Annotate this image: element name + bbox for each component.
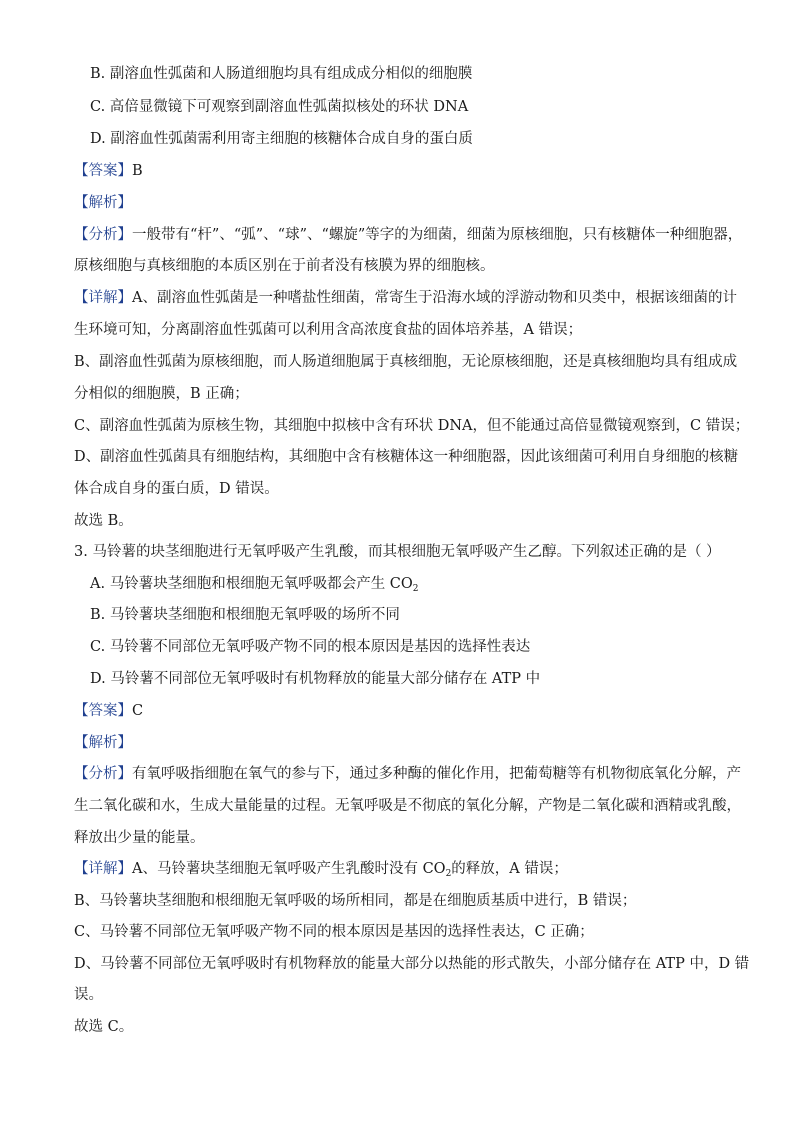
q2-xiangjie-d-line-2: 体合成自身的蛋白质，D 错误。: [74, 481, 279, 497]
answer-label: 【答案】: [74, 703, 132, 719]
q3-xiangjie-b: B、马铃薯块茎细胞和根细胞无氧呼吸的场所相同，都是在细胞质基质中进行，B 错误；: [74, 893, 637, 909]
q2-xiangjie-b-line-2: 分相似的细胞膜，B 正确；: [74, 386, 249, 402]
q2-xiangjie-c-line-1: C、副溶血性弧菌为原核生物，其细胞中拟核中含有环状 DNA，但不能通过高倍显微镜观察到，C 错误；: [74, 418, 750, 434]
q3-xiangjie-a: [74, 859, 722, 879]
fenxi-label: 【分析】: [74, 766, 132, 782]
q3-fenxi-line-3: 释放出少量的能量。: [74, 830, 205, 846]
answer-label: 【答案】: [74, 163, 132, 179]
xiangjie-text: A、副溶血性弧菌是一种嗜盐性细菌，常寄生于沿海水域的浮游动物和贝类中，根据该细菌的计: [132, 290, 737, 306]
q2-xiangjie-b-line-1: B、副溶血性弧菌为原核细胞，而人肠道细胞属于真核细胞，无论原核细胞，还是真核细胞均具有组成成: [74, 354, 738, 370]
q2-conclusion: 故选 B。: [74, 513, 133, 529]
option-a-text: A. 马铃薯块茎细胞和根细胞无氧呼吸都会产生 CO: [90, 576, 413, 592]
q3-option-d: D. 马铃薯不同部位无氧呼吸时有机物释放的能量大部分储存在 ATP 中: [90, 671, 541, 687]
q2-fenxi-line-2: 原核细胞与真核细胞的本质区别在于前者没有核膜为界的细胞核。: [74, 258, 495, 274]
q2-xiangjie-a-line-2: 生环境可知，分离副溶血性弧菌可以利用含高浓度食盐的固体培养基，A 错误；: [74, 322, 583, 338]
q3-stem: 3. 马铃薯的块茎细胞进行无氧呼吸产生乳酸，而其根细胞无氧呼吸产生乙醇。下列叙述正确的是（ ）: [74, 544, 721, 560]
fenxi-label: 【分析】: [74, 227, 132, 243]
fenxi-text: 一般带有“杆”、“弧”、“球”、“螺旋”等字的为细菌，细菌为原核细胞，只有核糖体一种细胞器，: [132, 227, 743, 243]
q2-xiangjie-a-line-1: [74, 288, 737, 308]
q3-answer: [74, 701, 722, 721]
q3-option-a: [90, 574, 722, 594]
xiangjie-text: A、马铃薯块茎细胞无氧呼吸产生乳酸时没有 CO: [132, 861, 446, 877]
subscript: 2: [445, 869, 452, 879]
q3-option-c: C. 马铃薯不同部位无氧呼吸产物不同的根本原因是基因的选择性表达: [90, 639, 531, 655]
q2-option-d: D. 副溶血性弧菌需利用寄主细胞的核糖体合成自身的蛋白质: [90, 131, 473, 147]
answer-value: B: [132, 163, 143, 179]
xiangjie-text-end: 的释放，A 错误；: [451, 861, 568, 877]
q2-option-c: C. 高倍显微镜下可观察到副溶血性弧菌拟核处的环状 DNA: [90, 99, 469, 115]
q3-fenxi-line-1: [74, 764, 741, 784]
q3-analysis-heading: 【解析】: [74, 735, 132, 751]
q2-analysis-heading: 【解析】: [74, 195, 132, 211]
fenxi-text: 有氧呼吸指细胞在氧气的参与下，通过多种酶的催化作用，把葡萄糖等有机物彻底氧化分解，产: [132, 766, 741, 782]
q3-option-b: B. 马铃薯块茎细胞和根细胞无氧呼吸的场所不同: [90, 607, 400, 623]
subscript: 2: [412, 584, 419, 594]
xiangjie-label: 【详解】: [74, 290, 132, 306]
q3-fenxi-line-2: 生二氧化碳和水，生成大量能量的过程。无氧呼吸是不彻底的氧化分解，产物是二氧化碳和酒精或乳酸，: [74, 798, 741, 814]
answer-value: C: [132, 703, 144, 719]
q2-option-b: B. 副溶血性弧菌和人肠道细胞均具有组成成分相似的细胞膜: [90, 66, 473, 82]
q2-fenxi-line-1: [74, 225, 743, 245]
xiangjie-label: 【详解】: [74, 861, 132, 877]
q2-xiangjie-d-line-1: D、副溶血性弧菌具有细胞结构，其细胞中含有核糖体这一种细胞器，因此该细菌可利用自身细胞的核糖: [74, 449, 739, 465]
q3-xiangjie-d-line-1: D、马铃薯不同部位无氧呼吸时有机物释放的能量大部分以热能的形式散失，小部分储存在 ATP 中，D 错: [74, 956, 750, 972]
q3-conclusion: 故选 C。: [74, 1019, 134, 1035]
q3-xiangjie-c: C、马铃薯不同部位无氧呼吸产物不同的根本原因是基因的选择性表达，C 正确；: [74, 924, 594, 940]
q2-answer: [74, 161, 722, 181]
q3-xiangjie-d-line-2: 误。: [74, 987, 103, 1003]
